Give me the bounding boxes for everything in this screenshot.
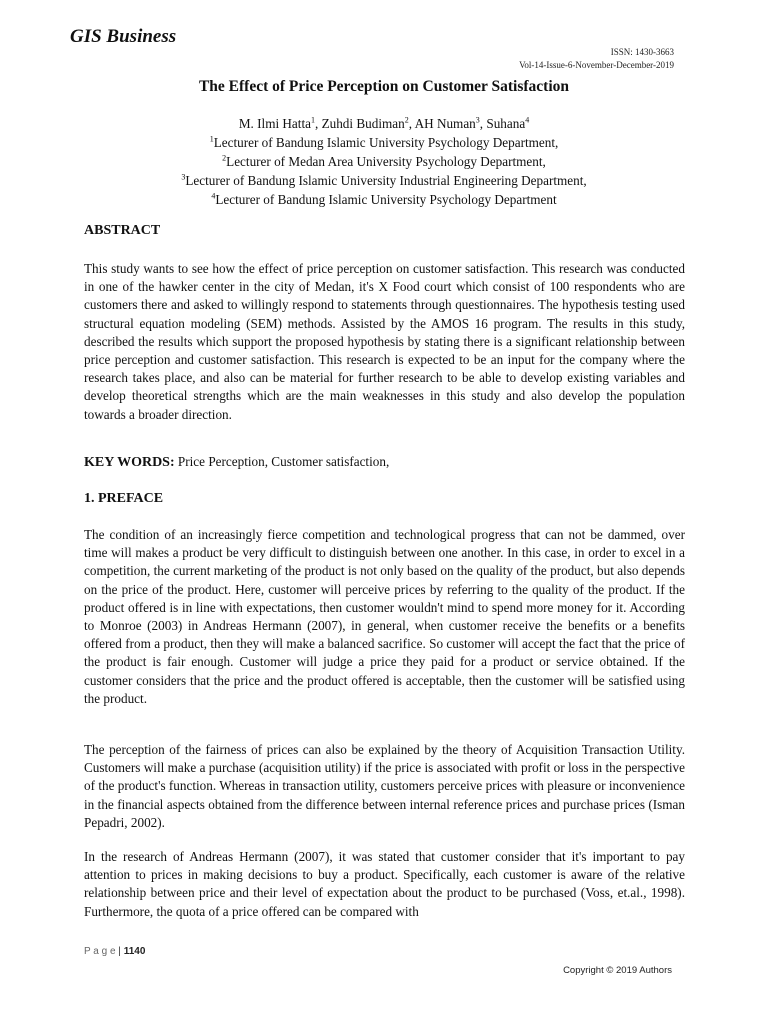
copyright: Copyright © 2019 Authors: [563, 965, 672, 976]
keywords-label: KEY WORDS:: [84, 455, 175, 470]
page-label: P a g e: [84, 946, 116, 957]
page-number-value: 1140: [123, 946, 146, 957]
keywords-text: Price Perception, Customer satisfaction,: [174, 454, 390, 469]
author-names: M. Ilmi Hatta$^1$, Zuhdi Budiman$^2$, AH Numan$^3$, Suhana$^4$: [238, 115, 530, 131]
affiliation: $^2$Lecturer of Medan Area University Psychology Department,: [222, 153, 546, 169]
affiliation: $^4$Lecturer of Bandung Islamic University Psychology Department: [211, 191, 557, 207]
keywords: [84, 454, 389, 471]
author-name: Suhana: [486, 116, 526, 131]
paragraph: In the research of Andreas Hermann (2007), it was stated that customer consider that it's important to pay attention to prices in making decisions to buy a product. Specifically, each customer is aware of the relative relationship between price and their level of expectation about the product to be purchased (Voss, et.al., 1998). Furthermore, the quota of a price offered can be compared with: [84, 849, 685, 919]
section-heading-preface: 1. PREFACE: [84, 491, 164, 506]
paragraph: The condition of an increasingly fierce competition and technological progress that can not be dammed, over time will makes a product be very difficult to distinguish between one another. In this case, in order to excel in a competition, the current marketing of the product is not only based on the quality of the product, but also depends on the price of the product. Here, customer will perceive prices by referring to the quality of the product. If the product offered is in line with expectations, then customer wouldn't mind to spend more money for it. According to Monroe (2003) in Andreas Hermann (2007), in general, when customer receive the benefits or a benefits offered from a product, then they will make a balanced sacrifice. So customer will accept the fact that the price of the product is fair enough. Customer will judge a price they paid for a product or service obtained. If the customer considers that the price and the product offered is acceptable, then the customer will be satisfied using the product.: [84, 527, 685, 706]
abstract-text: This study wants to see how the effect of price perception on customer satisfaction. This research was conducted in one of the hawker center in the city of Medan, it's X Food court which consist of 100 respondents who are customers there and asked to willingly respond to statements through questionnaires. The hypothesis testing used structural equation modeling (SEM) methods. Assisted by the AMOS 16 program. The results in this study, described the results which support the proposed hypothesis by stating there is a significant relationship between price perception and customer satisfaction. This research is expected to be an input for the company where the research takes place, and also can be material for further research to be able to develop existing variables and develop theoretical strengths which are the main weaknesses in this study and also develop the population towards a broader direction.: [84, 261, 685, 422]
author-name: AH Numan: [414, 116, 476, 131]
page-number: [84, 946, 145, 957]
author-name: Zuhdi Budiman: [321, 116, 405, 131]
author-block: [0, 114, 768, 209]
issn: ISSN: 1430-3663: [610, 47, 674, 57]
abstract-heading: ABSTRACT: [84, 223, 161, 238]
author-name: M. Ilmi Hatta: [238, 116, 311, 131]
affiliation: $^1$Lecturer of Bandung Islamic University Psychology Department,: [209, 134, 559, 150]
journal-name: GIS Business: [70, 26, 177, 47]
paper-title: The Effect of Price Perception on Customer Satisfaction: [198, 78, 570, 95]
page-separator: |: [118, 946, 121, 957]
paragraph: The perception of the fairness of prices can also be explained by the theory of Acquisition Transaction Utility. Customers will make a purchase (acquisition utility) if the price is associated with profit or loss in the perspective of the product's function. Whereas in transaction utility, customers perceive prices with pleasure or inconvenience in the financial aspects obtained from the difference between internal reference prices and purchase prices (Isman Pepadri, 2002).: [84, 742, 685, 830]
affiliation: $^3$Lecturer of Bandung Islamic University Industrial Engineering Department,: [181, 172, 587, 188]
volume-issue: Vol-14-Issue-6-November-December-2019: [519, 60, 674, 70]
